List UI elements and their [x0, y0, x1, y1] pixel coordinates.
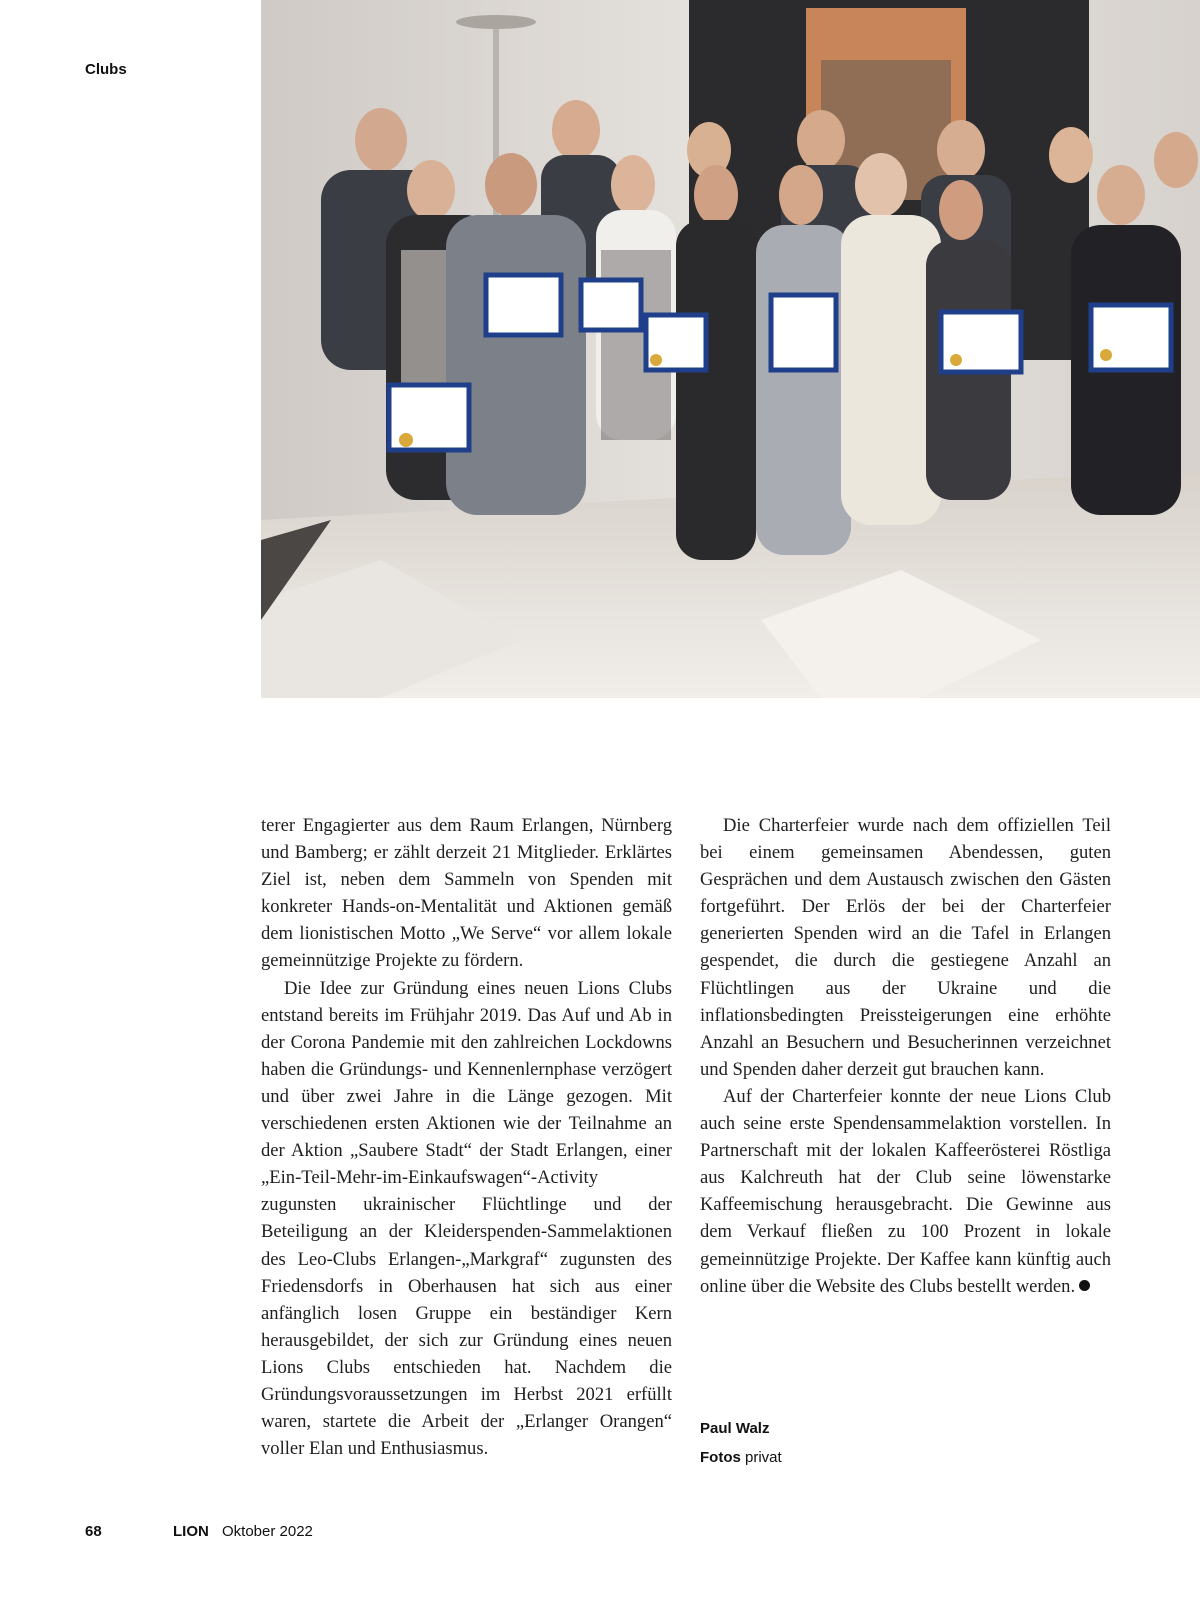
credits: [700, 1414, 782, 1472]
page-number: 68: [85, 1523, 102, 1540]
photos-value: privat: [745, 1449, 782, 1466]
end-mark-icon: [1079, 1280, 1090, 1291]
author-name: Paul Walz: [700, 1420, 770, 1437]
magazine-name: LION: [173, 1523, 209, 1540]
photos-label: Fotos: [700, 1449, 741, 1466]
article-column-right: [700, 812, 1111, 1300]
article-paragraph: terer Engagierter aus dem Raum Erlangen, Nürnberg und Bamberg; er zählt derzeit 21 Mitglieder. Erklärtes Ziel ist, neben dem Sammeln von Spenden mit konkreter Hands-on-Mentalität und Aktionen gemäß dem lionistischen Motto „We Serve“ vor allem lokale gemeinnützige Projekte zu fördern.: [261, 815, 672, 972]
article-column-left: [261, 812, 672, 1462]
section-label: Clubs: [85, 61, 127, 78]
group-photo-illustration: [261, 0, 1200, 698]
issue-date: Oktober 2022: [222, 1523, 313, 1540]
article-paragraph-text: Auf der Charterfeier konnte der neue Lions Club auch seine erste Spendensammelaktion vorstellen. In Partnerschaft mit der lokalen Kaffeerösterei Röstliga aus Kalchreuth hat der Club seine löwenstarke Kaffeemischung herausgebracht. Die Gewinne aus dem Verkauf fließen zu 100 Prozent in lokale gemeinnützige Projekte. Der Kaffee kann künftig auch online über die Website des Clubs bestellt werden.: [700, 1085, 1111, 1297]
group-photo: [261, 0, 1200, 698]
article-paragraph: Die Idee zur Gründung eines neuen Lions Clubs entstand bereits im Frühjahr 2019. Das Auf und Ab in der Corona Pandemie mit den zahlreichen Lockdowns haben die Gründungs- und Kennenlernphase verzögert und über zwei Jahre in die Länge gezogen. Mit verschiedenen ersten Aktionen wie der Teilnahme an der Aktion „Saubere Stadt“ der Stadt Erlangen, einer „Ein-Teil-Mehr-im-Einkaufswagen“-Activity zugunsten ukrainischer Flüchtlinge und der Beteiligung an der Kleiderspenden-Sammelaktionen des Leo-Clubs Erlangen-„Markgraf“ zugunsten des Friedensdorfs in Oberhausen hat sich aus einer anfänglich losen Gruppe ein beständiger Kern herausgebildet, der sich zur Gründung eines neuen Lions Clubs entschieden hat. Nachdem die Gründungsvoraussetzungen im Herbst 2021 erfüllt waren, startete die Arbeit der „Erlanger Orangen“ voller Elan und Enthusiasmus.: [261, 977, 672, 1460]
article-paragraph: Die Charterfeier wurde nach dem offiziellen Teil bei einem gemeinsamen Abendessen, guten Gesprächen und dem Austausch zwischen den Gästen fortgeführt. Der Erlös der bei der Charterfeier generierten Spenden wird an die Tafel in Erlangen gespendet, die durch die gestiegene Anzahl an Flüchtlingen aus der Ukraine und die inflationsbedingten Preissteigerungen eine erhöhte Anzahl an Besuchern und Besucherinnen verzeichnet und Spenden daher derzeit gut brauchen kann.: [700, 815, 1111, 1080]
article-paragraph-last: [700, 1083, 1111, 1300]
